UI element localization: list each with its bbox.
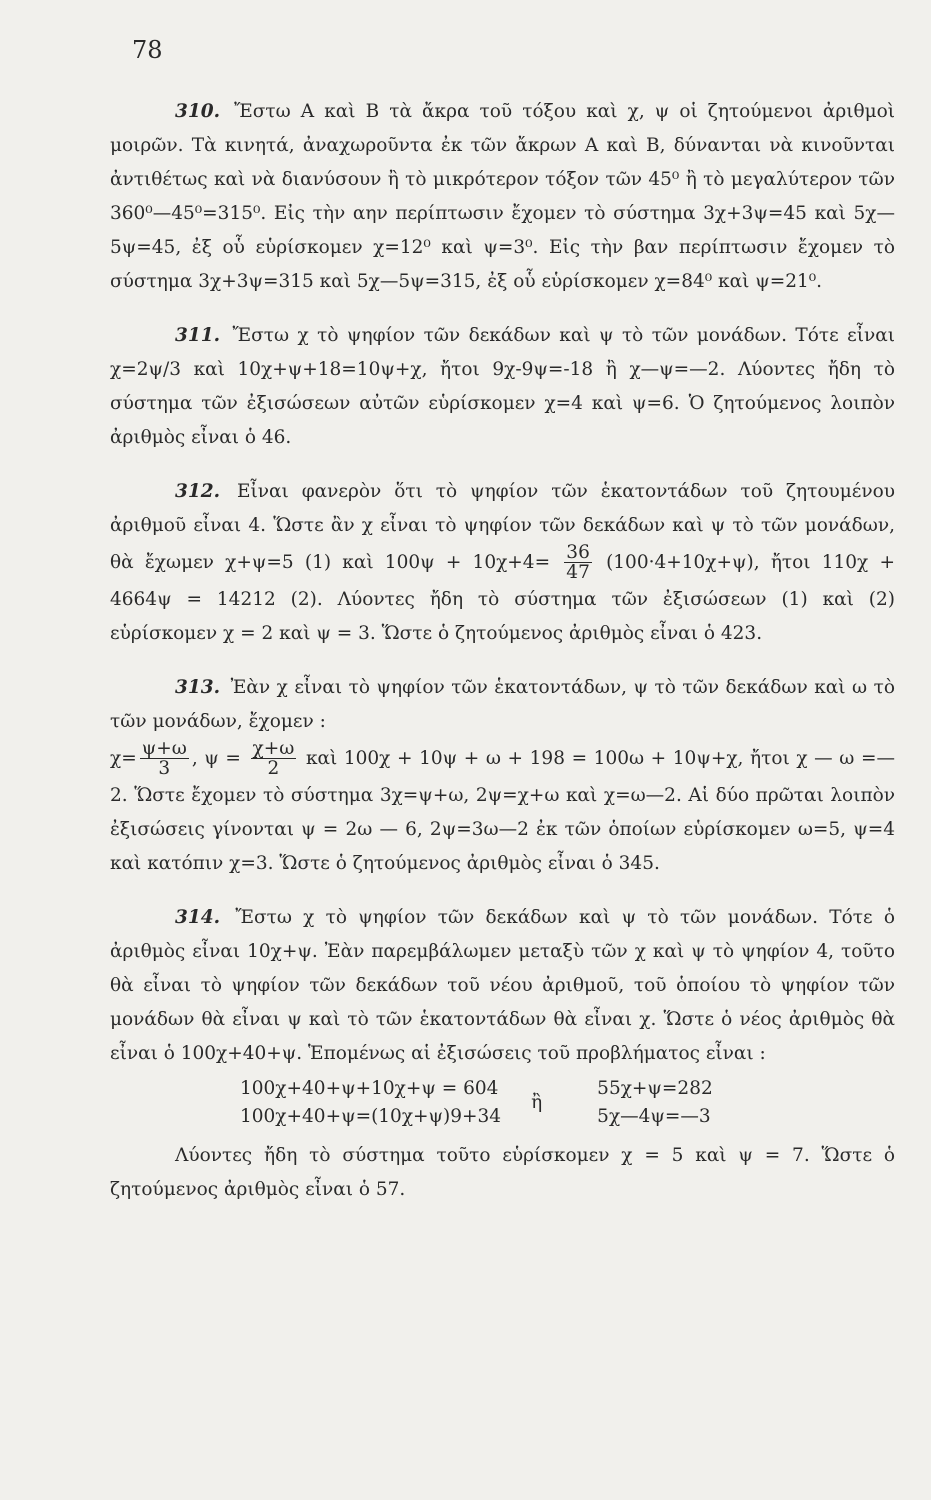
problem-number: 312.: [175, 481, 221, 502]
page-content: [110, 95, 895, 1207]
fraction-numerator: ψ+ω: [141, 737, 187, 759]
page-number: 78: [132, 36, 163, 64]
fraction: [564, 543, 592, 583]
equation-psi: , ψ =: [191, 747, 241, 769]
problem-text: (100·4+10χ+ψ), ἤτοι 110χ + 4664ψ = 14212 (2). Λύοντες ἤδη τὸ σύστημα τῶν ἐξισώσεων (1) καὶ (2) εὑρίσκομεν χ = 2 καὶ ψ = 3. Ὥστε ὁ ζητούμενος ἀριθμὸς εἶναι ὁ 423.: [110, 551, 895, 644]
problem-number: 311.: [175, 325, 221, 346]
problem-314: [110, 901, 895, 1207]
fraction-denominator: 47: [566, 562, 590, 584]
fraction-denominator: 2: [267, 758, 280, 780]
problem-311: [110, 319, 895, 455]
fraction-numerator: 36: [566, 542, 590, 563]
equation-system: [240, 1075, 895, 1131]
equation: 100χ+40+ψ=(10χ+ψ)9+34: [240, 1105, 502, 1127]
problem-text: Ἔστω χ τὸ ψηφίον τῶν δεκάδων καὶ ψ τὸ τῶν μονάδων. Τότε ὁ ἀριθμὸς εἶναι 10χ+ψ. Ἐὰν παρεμβάλωμεν μεταξὺ τῶν χ καὶ ψ τὸ ψηφίον 4, τοῦτο θὰ εἶναι τὸ ψηφίον τῶν δεκάδων τοῦ νέου ἀριθμοῦ, τοῦ ὁποίου τὸ ψηφίον τῶν μονάδων θὰ εἶναι ψ καὶ τὸ τῶν ἑκατοντάδων θὰ εἶναι χ. Ὥστε ὁ νέος ἀριθμὸς θὰ εἶναι ὁ 100χ+40+ψ. Ἑπομένως αἱ ἐξισώσεις τοῦ προβλήματος εἶναι :: [110, 906, 895, 1064]
equation: 5χ—4ψ=—3: [597, 1105, 711, 1127]
problem-text: Ἔστω χ τὸ ψηφίον τῶν δεκάδων καὶ ψ τὸ τῶν μονάδων. Τότε εἶναι χ=2ψ/3 καὶ 10χ+ψ+18=10ψ+χ, ἤτοι 9χ-9ψ=-18 ἢ χ—ψ=—2. Λύοντες ἤδη τὸ σύστημα τῶν ἐξισώσεων αὐτῶν εὑρίσκομεν χ=4 καὶ ψ=6. Ὁ ζητούμενος λοιπὸν ἀριθμὸς εἶναι ὁ 46.: [110, 325, 895, 448]
equations-right: [597, 1075, 713, 1131]
equation: 100χ+40+ψ+10χ+ψ = 604: [240, 1077, 499, 1099]
problem-text: Ἐὰν χ εἶναι τὸ ψηφίον τῶν ἑκατοντάδων, ψ τὸ τῶν δεκάδων καὶ ω τὸ τῶν μονάδων, ἔχομεν :: [110, 676, 895, 732]
problem-text: καὶ 100χ + 10ψ + ω + 198 = 100ω + 10ψ+χ, ἤτοι χ — ω =—2. Ὥστε ἔχομεν τὸ σύστημα 3χ=ψ+ω, 2ψ=χ+ω καὶ χ=ω—2. Αἱ δύο πρῶται λοιπὸν ἐξισώσεις γίνονται ψ = 2ω — 6, 2ψ=3ω—2 ἐκ τῶν ὁποίων εὑρίσκομεν ω=5, ψ=4 καὶ κατόπιν χ=3. Ὥστε ὁ ζητούμενος ἀριθμὸς εἶναι ὁ 345.: [110, 747, 895, 874]
problem-text: Εἶναι φανερὸν ὅτι τὸ ψηφίον τῶν ἑκατοντάδων τοῦ ζητουμένου ἀριθμοῦ εἶναι 4. Ὥστε ἂν χ εἶναι τὸ ψηφίον τῶν δεκάδων καὶ ψ τὸ τῶν μονάδων, θὰ ἔχωμεν χ+ψ=5 (1) καὶ 100ψ + 10χ+4=: [110, 481, 895, 573]
equations-left: [240, 1075, 501, 1131]
fraction-numerator: χ+ω: [252, 737, 295, 759]
problem-text: Ἔστω Α καὶ Β τὰ ἄκρα τοῦ τόξου καὶ χ, ψ οἱ ζητούμενοι ἀριθμοὶ μοιρῶν. Τὰ κινητά, ἀναχωροῦντα ἐκ τῶν ἄκρων Α καὶ Β, δύνανται νὰ κινοῦνται ἀντιθέτως καὶ νὰ διανύσουν ἢ τὸ μικρότερον τόξον τῶν 45⁰ ἢ τὸ μεγαλύτερον τῶν 360⁰—45⁰=315⁰. Εἰς τὴν αην περίπτωσιν ἔχομεν τὸ σύστημα 3χ+3ψ=45 καὶ 5χ—5ψ=45, ἐξ οὗ εὑρίσκομεν χ=12⁰ καὶ ψ=3⁰. Εἰς τὴν βαν περίπτωσιν ἔχομεν τὸ σύστημα 3χ+3ψ=315 καὶ 5χ—5ψ=315, ἐξ οὗ εὑρίσκομεν χ=84⁰ καὶ ψ=21⁰.: [110, 101, 896, 292]
fraction-denominator: 3: [158, 758, 171, 780]
fraction: [140, 739, 189, 779]
equation: 55χ+ψ=282: [597, 1077, 713, 1099]
problem-number: 313.: [175, 676, 221, 698]
equation-chi: χ=: [110, 747, 137, 769]
problem-number: 310.: [175, 101, 221, 122]
problem-313: [110, 671, 895, 881]
fraction: [251, 739, 297, 779]
problem-312: [110, 475, 895, 651]
or-word: ἢ: [531, 1091, 543, 1113]
problem-text: Λύοντες ἤδη τὸ σύστημα τοῦτο εὑρίσκομεν χ = 5 καὶ ψ = 7. Ὥστε ὁ ζητούμενος ἀριθμὸς εἶναι ὁ 57.: [110, 1144, 895, 1200]
problem-310: [110, 95, 895, 299]
problem-number: 314.: [175, 906, 221, 928]
